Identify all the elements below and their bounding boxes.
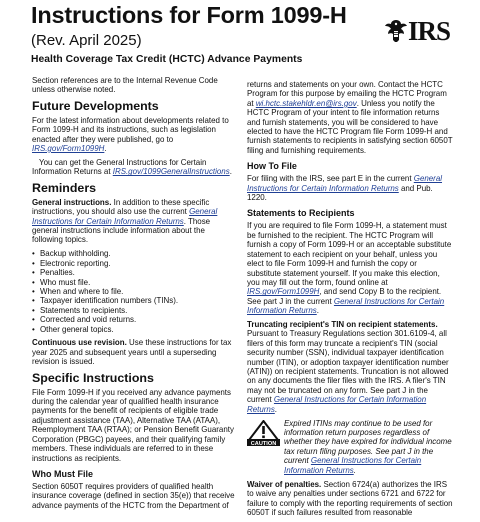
who-must-file-heading: Who Must File xyxy=(32,468,93,479)
warning-triangle-icon xyxy=(247,420,280,446)
how-to-file-heading: How To File xyxy=(247,161,297,172)
page-title: Instructions for Form 1099-H xyxy=(31,2,347,28)
list-item: • Other general topics. xyxy=(32,325,238,334)
list-item: • When and where to file. xyxy=(32,287,238,296)
future-developments-text: For the latest information about developments related to Form 1099-H and its instructions, such as legislation enacted after they were published, go to IRS.gov/Form1099H. xyxy=(32,115,229,154)
eagle-icon xyxy=(384,18,408,44)
list-item: • Taxpayer identification numbers (TINs). xyxy=(32,296,238,305)
reminders-heading: Reminders xyxy=(32,180,97,195)
hctc-contact-text: returns and statements on your own. Contact the HCTC Program for this purpose by emailing the HCTC Program at wi.hctc.stakehldr.en@irs.gov. Unless you notify the HCTC Program of your intent to file information returns and furnish statements, you will be considered to have elected to have the HCTC Program file Form 1099-H and furnish statements to recipients in satisfying section 6050T filing and furnishing requirements. xyxy=(247,80,453,155)
continuous-use-text: Continuous use revision. Use these instructions for tax year 2025 and subsequent years until a superseding revision is issued. xyxy=(32,338,232,367)
caution-icon xyxy=(247,420,280,446)
irs-logo xyxy=(384,18,452,44)
topics-list xyxy=(32,249,238,334)
who-must-file-text: Section 6050T requires providers of qualified health insurance coverage (defined in section 35(e)) that receive advance payments of the HCTC from the Department of xyxy=(32,481,235,510)
general-instructions-link-5[interactable]: General Instructions for Certain Information Returns xyxy=(247,395,427,414)
list-item: • Electronic reporting. xyxy=(32,259,238,268)
statements-text: If you are required to file Form 1099-H, a statement must be furnished to the recipient. The HCTC Program will furnish a copy of Form 1099-H or an acceptable substitute statement to each recipient on your behalf, unless you elect to file Form 1099-H and furnish the copy or substitute statement yourself. If you make this election, you may fill out the form, found online at IRS.gov/Form1099H, and send Copy B to the recipient. See part J in the current General Instructions for Certain Information Returns. xyxy=(247,221,452,316)
right-column xyxy=(247,80,453,522)
how-to-file-text: For filing with the IRS, see part E in the current General Instructions for Certain Information Returns and Pub. 1220. xyxy=(247,174,443,203)
irs-logo-text: IRS xyxy=(408,16,451,46)
left-column xyxy=(32,76,238,515)
revision-date: (Rev. April 2025) xyxy=(31,32,142,49)
intro-text: Section references are to the Internal Revenue Code unless otherwise noted. xyxy=(32,76,218,95)
list-item: • Who must file. xyxy=(32,278,238,287)
form1099h-link-2[interactable]: IRS.gov/Form1099H xyxy=(247,287,320,297)
waiver-of-penalties-text: Waiver of penalties. Section 6724(a) authorizes the IRS to waive any penalties under sections 6721 and 6722 for failure to comply with the reporting requirements of section 6050T if such failures resulted from reasonable xyxy=(247,480,453,518)
list-item: • Backup withholding. xyxy=(32,249,238,258)
specific-instructions-heading: Specific Instructions xyxy=(32,370,154,385)
specific-instructions-text: File Form 1099-H if you received any advance payments during the calendar year of qualified health insurance payments for the benefit of recipients of eligible trade adjustment assistance (TAA), Alternative TAA (ATAA), Reemployment TAA (RTAA); or Pension Benefit Guaranty Corporation (PBGC) payees, and their qualifying family members. These individuals are referred to in these instructions as recipients. xyxy=(32,387,234,463)
future-developments-heading: Future Developments xyxy=(32,98,159,113)
general-instructions-link-2[interactable]: General Instructions for Certain Information Returns xyxy=(32,207,218,226)
page-subtitle: Health Coverage Tax Credit (HCTC) Advance Payments xyxy=(31,54,303,65)
caution-text: Expired ITINs may continue to be used for information return purposes regardless of whether they have expired for individual income tax return filing purposes. See part J in the current General Instructions for Certain Information Returns. xyxy=(284,418,452,475)
general-instructions-link-4[interactable]: General Instructions for Certain Information Returns xyxy=(247,296,445,316)
list-item: • Penalties. xyxy=(32,268,238,277)
general-instructions-link-3[interactable]: General Instructions for Certain Information Returns xyxy=(247,174,443,193)
form1099h-link[interactable]: IRS.gov/Form1099H xyxy=(32,144,105,154)
truncating-tin-text: Truncating recipient's TIN on recipient statements. Pursuant to Treasury Regulations section 301.6109-4, all filers of this form may truncate a recipient's TIN (social security number (SSN), individual taxpayer identification number (ITIN), or adoption taxpayer identification number (ATIN)) on recipient statements. Truncation is not allowed on any documents the filer files with the IRS. A filer's TIN may not be truncated on any form. See part J in the current General Instructions for Certain Information Returns. xyxy=(247,320,449,414)
list-item: • Corrected and void returns. xyxy=(32,315,238,324)
caution-box xyxy=(247,419,453,475)
general-instructions-link-6[interactable]: General Instructions for Certain Information Returns xyxy=(284,456,422,475)
general-instructions-link[interactable]: IRS.gov/1099GeneralInstructions xyxy=(112,167,230,177)
general-instructions-text: General instructions. In addition to these specific instructions, you should also use the current General Instructions for Certain Information Returns. Those general instructions include information about the following topics. xyxy=(32,197,218,245)
general-instructions-note: You can get the General Instructions for Certain Information Returns at IRS.gov/1099GeneralInstructions. xyxy=(32,157,232,177)
list-item: • Statements to recipients. xyxy=(32,306,238,315)
caution-label: CAUTION xyxy=(250,440,277,446)
hctc-email-link[interactable]: wi.hctc.stakehldr.en@irs.gov xyxy=(255,98,357,108)
statements-heading: Statements to Recipients xyxy=(247,208,355,219)
